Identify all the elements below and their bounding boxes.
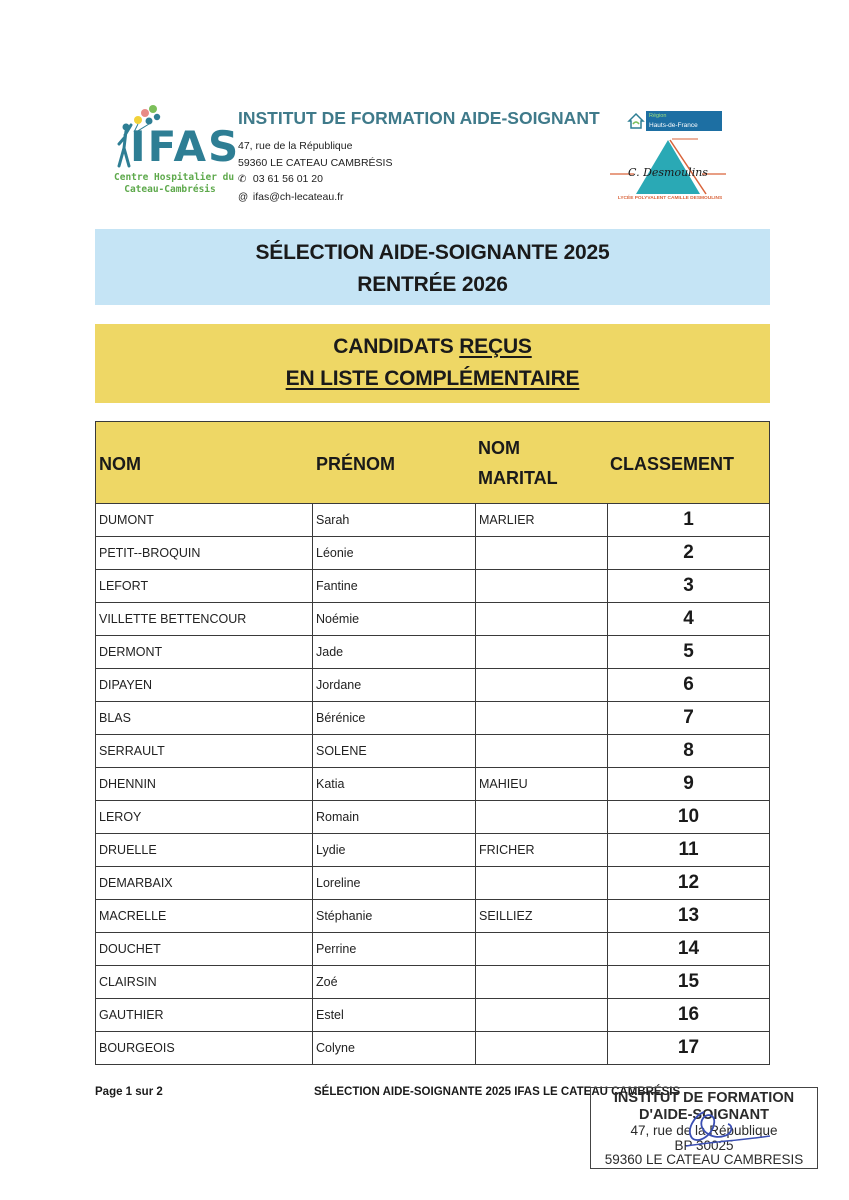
region-band bbox=[646, 111, 722, 131]
cell-nom: CLAIRSIN bbox=[99, 975, 157, 989]
email-address: ifas@ch-lecateau.fr bbox=[252, 190, 344, 203]
column-header-line: MARITAL bbox=[478, 468, 558, 488]
banner-subtitle bbox=[95, 363, 770, 395]
cell-prenom: SOLENE bbox=[312, 735, 475, 767]
table-row bbox=[96, 834, 769, 867]
cell-prenom: Léonie bbox=[312, 537, 475, 569]
cell-nom: DUMONT bbox=[99, 513, 154, 527]
table-row bbox=[96, 702, 769, 735]
phone-number: 03 61 56 01 20 bbox=[252, 173, 323, 185]
cell-nom: LEFORT bbox=[99, 579, 149, 593]
banner-prefix: CANDIDATS bbox=[333, 335, 460, 358]
cell-nom: DHENNIN bbox=[99, 777, 156, 791]
cell-classement: 8 bbox=[607, 735, 769, 767]
cell-nom-marital: FRICHER bbox=[475, 834, 607, 866]
cell-nom-marital bbox=[475, 735, 607, 767]
address-line: 47, rue de la République bbox=[238, 140, 353, 152]
phone-icon: ✆ bbox=[238, 174, 247, 185]
at-icon: @ bbox=[238, 191, 249, 203]
cell-prenom: Colyne bbox=[312, 1032, 475, 1064]
cell-prenom: Sarah bbox=[312, 504, 475, 536]
cell-classement: 13 bbox=[607, 900, 769, 932]
cell-prenom: Zoé bbox=[312, 966, 475, 998]
cell-classement: 7 bbox=[607, 702, 769, 734]
lycee-signature: C. Desmoulins bbox=[628, 166, 708, 179]
cell-nom: VILLETTE BETTENCOUR bbox=[99, 612, 247, 626]
cell-prenom: Bérénice bbox=[312, 702, 475, 734]
ifas-wordmark: IFAS bbox=[130, 122, 241, 171]
phone-line bbox=[238, 171, 392, 189]
cell-nom-marital: MAHIEU bbox=[475, 768, 607, 800]
cell-nom: DIPAYEN bbox=[99, 678, 153, 692]
selection-banner bbox=[95, 229, 770, 305]
cell-nom: LEROY bbox=[99, 810, 142, 824]
cell-nom-marital bbox=[475, 1032, 607, 1064]
institute-title: INSTITUT DE FORMATION AIDE-SOIGNANT bbox=[238, 108, 600, 128]
table-row bbox=[96, 735, 769, 768]
cell-nom-marital bbox=[475, 603, 607, 635]
cell-nom: DOUCHET bbox=[99, 942, 161, 956]
cell-nom-marital bbox=[475, 966, 607, 998]
cell-classement: 15 bbox=[607, 966, 769, 998]
cell-nom: DERMONT bbox=[99, 645, 163, 659]
column-header-nom: NOM bbox=[99, 454, 141, 474]
cell-prenom: Lydie bbox=[312, 834, 475, 866]
table-row bbox=[96, 1032, 769, 1065]
institute-contact bbox=[238, 138, 392, 206]
table-row bbox=[96, 636, 769, 669]
cell-prenom: Jordane bbox=[312, 669, 475, 701]
candidates-banner bbox=[95, 324, 770, 403]
cell-nom: MACRELLE bbox=[99, 909, 167, 923]
column-header-classement: CLASSEMENT bbox=[610, 454, 735, 474]
ifas-subtitle: Centre Hospitalier du bbox=[114, 172, 235, 183]
cell-classement: 9 bbox=[607, 768, 769, 800]
cell-classement: 4 bbox=[607, 603, 769, 635]
column-header-line: NOM bbox=[478, 438, 520, 458]
cell-classement: 14 bbox=[607, 933, 769, 965]
email-line bbox=[238, 189, 392, 207]
table-row bbox=[96, 570, 769, 603]
table-row bbox=[96, 801, 769, 834]
table-row bbox=[96, 768, 769, 801]
region-name: Hauts-de-France bbox=[649, 122, 698, 129]
cell-classement: 17 bbox=[607, 1032, 769, 1064]
region-house-icon bbox=[626, 111, 646, 131]
cell-classement: 12 bbox=[607, 867, 769, 899]
cell-classement: 6 bbox=[607, 669, 769, 701]
column-header-prenom: PRÉNOM bbox=[316, 454, 396, 474]
banner-list-type: EN LISTE COMPLÉMENTAIRE bbox=[285, 367, 580, 390]
cell-classement: 1 bbox=[607, 504, 769, 536]
signature-icon bbox=[672, 1106, 772, 1156]
cell-prenom: Perrine bbox=[312, 933, 475, 965]
stamp-line: D'AIDE-SOIGNANT bbox=[639, 1107, 769, 1123]
cell-prenom: Noémie bbox=[312, 603, 475, 635]
table-row bbox=[96, 900, 769, 933]
ifas-logo bbox=[110, 104, 241, 196]
stamp-line: INSTITUT DE FORMATION bbox=[613, 1090, 795, 1106]
cell-prenom: Katia bbox=[312, 768, 475, 800]
table-row bbox=[96, 966, 769, 999]
cell-classement: 3 bbox=[607, 570, 769, 602]
cell-nom: GAUTHIER bbox=[99, 1008, 164, 1022]
table-row bbox=[96, 933, 769, 966]
cell-nom: BOURGEOIS bbox=[99, 1041, 175, 1055]
cell-nom-marital: SEILLIEZ bbox=[475, 900, 607, 932]
page-number: Page 1 sur 2 bbox=[95, 1086, 163, 1098]
cell-prenom: Jade bbox=[312, 636, 475, 668]
cell-classement: 5 bbox=[607, 636, 769, 668]
footer-title: SÉLECTION AIDE-SOIGNANTE 2025 IFAS LE CATEAU CAMBRÉSIS bbox=[314, 1086, 681, 1098]
cell-prenom: Loreline bbox=[312, 867, 475, 899]
lycee-caption: LYCÉE POLYVALENT CAMILLE DESMOULINS bbox=[617, 196, 723, 201]
cell-nom-marital bbox=[475, 867, 607, 899]
cell-prenom: Stéphanie bbox=[312, 900, 475, 932]
table-header bbox=[96, 422, 769, 504]
lycee-triangle-icon bbox=[598, 138, 738, 196]
banner-title: SÉLECTION AIDE-SOIGNANTE 2025 bbox=[255, 241, 610, 264]
cell-nom: SERRAULT bbox=[99, 744, 165, 758]
cell-classement: 2 bbox=[607, 537, 769, 569]
cell-prenom: Estel bbox=[312, 999, 475, 1031]
cell-nom-marital bbox=[475, 702, 607, 734]
cell-nom-marital bbox=[475, 801, 607, 833]
cell-nom: DEMARBAIX bbox=[99, 876, 173, 890]
banner-underlined-word: REÇUS bbox=[459, 335, 532, 358]
table-row bbox=[96, 669, 769, 702]
cell-nom-marital bbox=[475, 669, 607, 701]
ifas-subtitle: Cateau-Cambrésis bbox=[124, 184, 216, 195]
lycee-logo bbox=[598, 138, 738, 206]
column-header-nom-marital bbox=[478, 433, 558, 493]
cell-nom-marital bbox=[475, 636, 607, 668]
cell-prenom: Fantine bbox=[312, 570, 475, 602]
cell-classement: 16 bbox=[607, 999, 769, 1031]
cell-nom: DRUELLE bbox=[99, 843, 157, 857]
stamp-line: 47, rue de la République bbox=[630, 1123, 778, 1138]
cell-nom-marital bbox=[475, 999, 607, 1031]
stamp-line: BP 30025 bbox=[674, 1137, 734, 1153]
cell-nom: PETIT--BROQUIN bbox=[99, 546, 201, 560]
address-line: 59360 LE CATEAU CAMBRÉSIS bbox=[238, 156, 393, 169]
cell-nom-marital bbox=[475, 933, 607, 965]
table-row bbox=[96, 504, 769, 537]
cell-classement: 10 bbox=[607, 801, 769, 833]
candidates-table bbox=[95, 421, 770, 1065]
cell-classement: 11 bbox=[607, 834, 769, 866]
cell-nom: BLAS bbox=[99, 711, 131, 725]
region-small-label: Région bbox=[649, 113, 667, 119]
table-body bbox=[96, 504, 769, 1065]
table-row bbox=[96, 603, 769, 636]
region-logo bbox=[626, 110, 722, 132]
stamp-line: 59360 LE CATEAU CAMBRESIS bbox=[604, 1152, 804, 1167]
cell-nom-marital bbox=[475, 570, 607, 602]
cell-nom-marital: MARLIER bbox=[475, 504, 607, 536]
cell-nom-marital bbox=[475, 537, 607, 569]
table-row bbox=[96, 537, 769, 570]
table-row bbox=[96, 999, 769, 1032]
banner-title bbox=[95, 331, 770, 363]
cell-prenom: Romain bbox=[312, 801, 475, 833]
banner-subtitle: RENTRÉE 2026 bbox=[357, 273, 508, 296]
table-row bbox=[96, 867, 769, 900]
